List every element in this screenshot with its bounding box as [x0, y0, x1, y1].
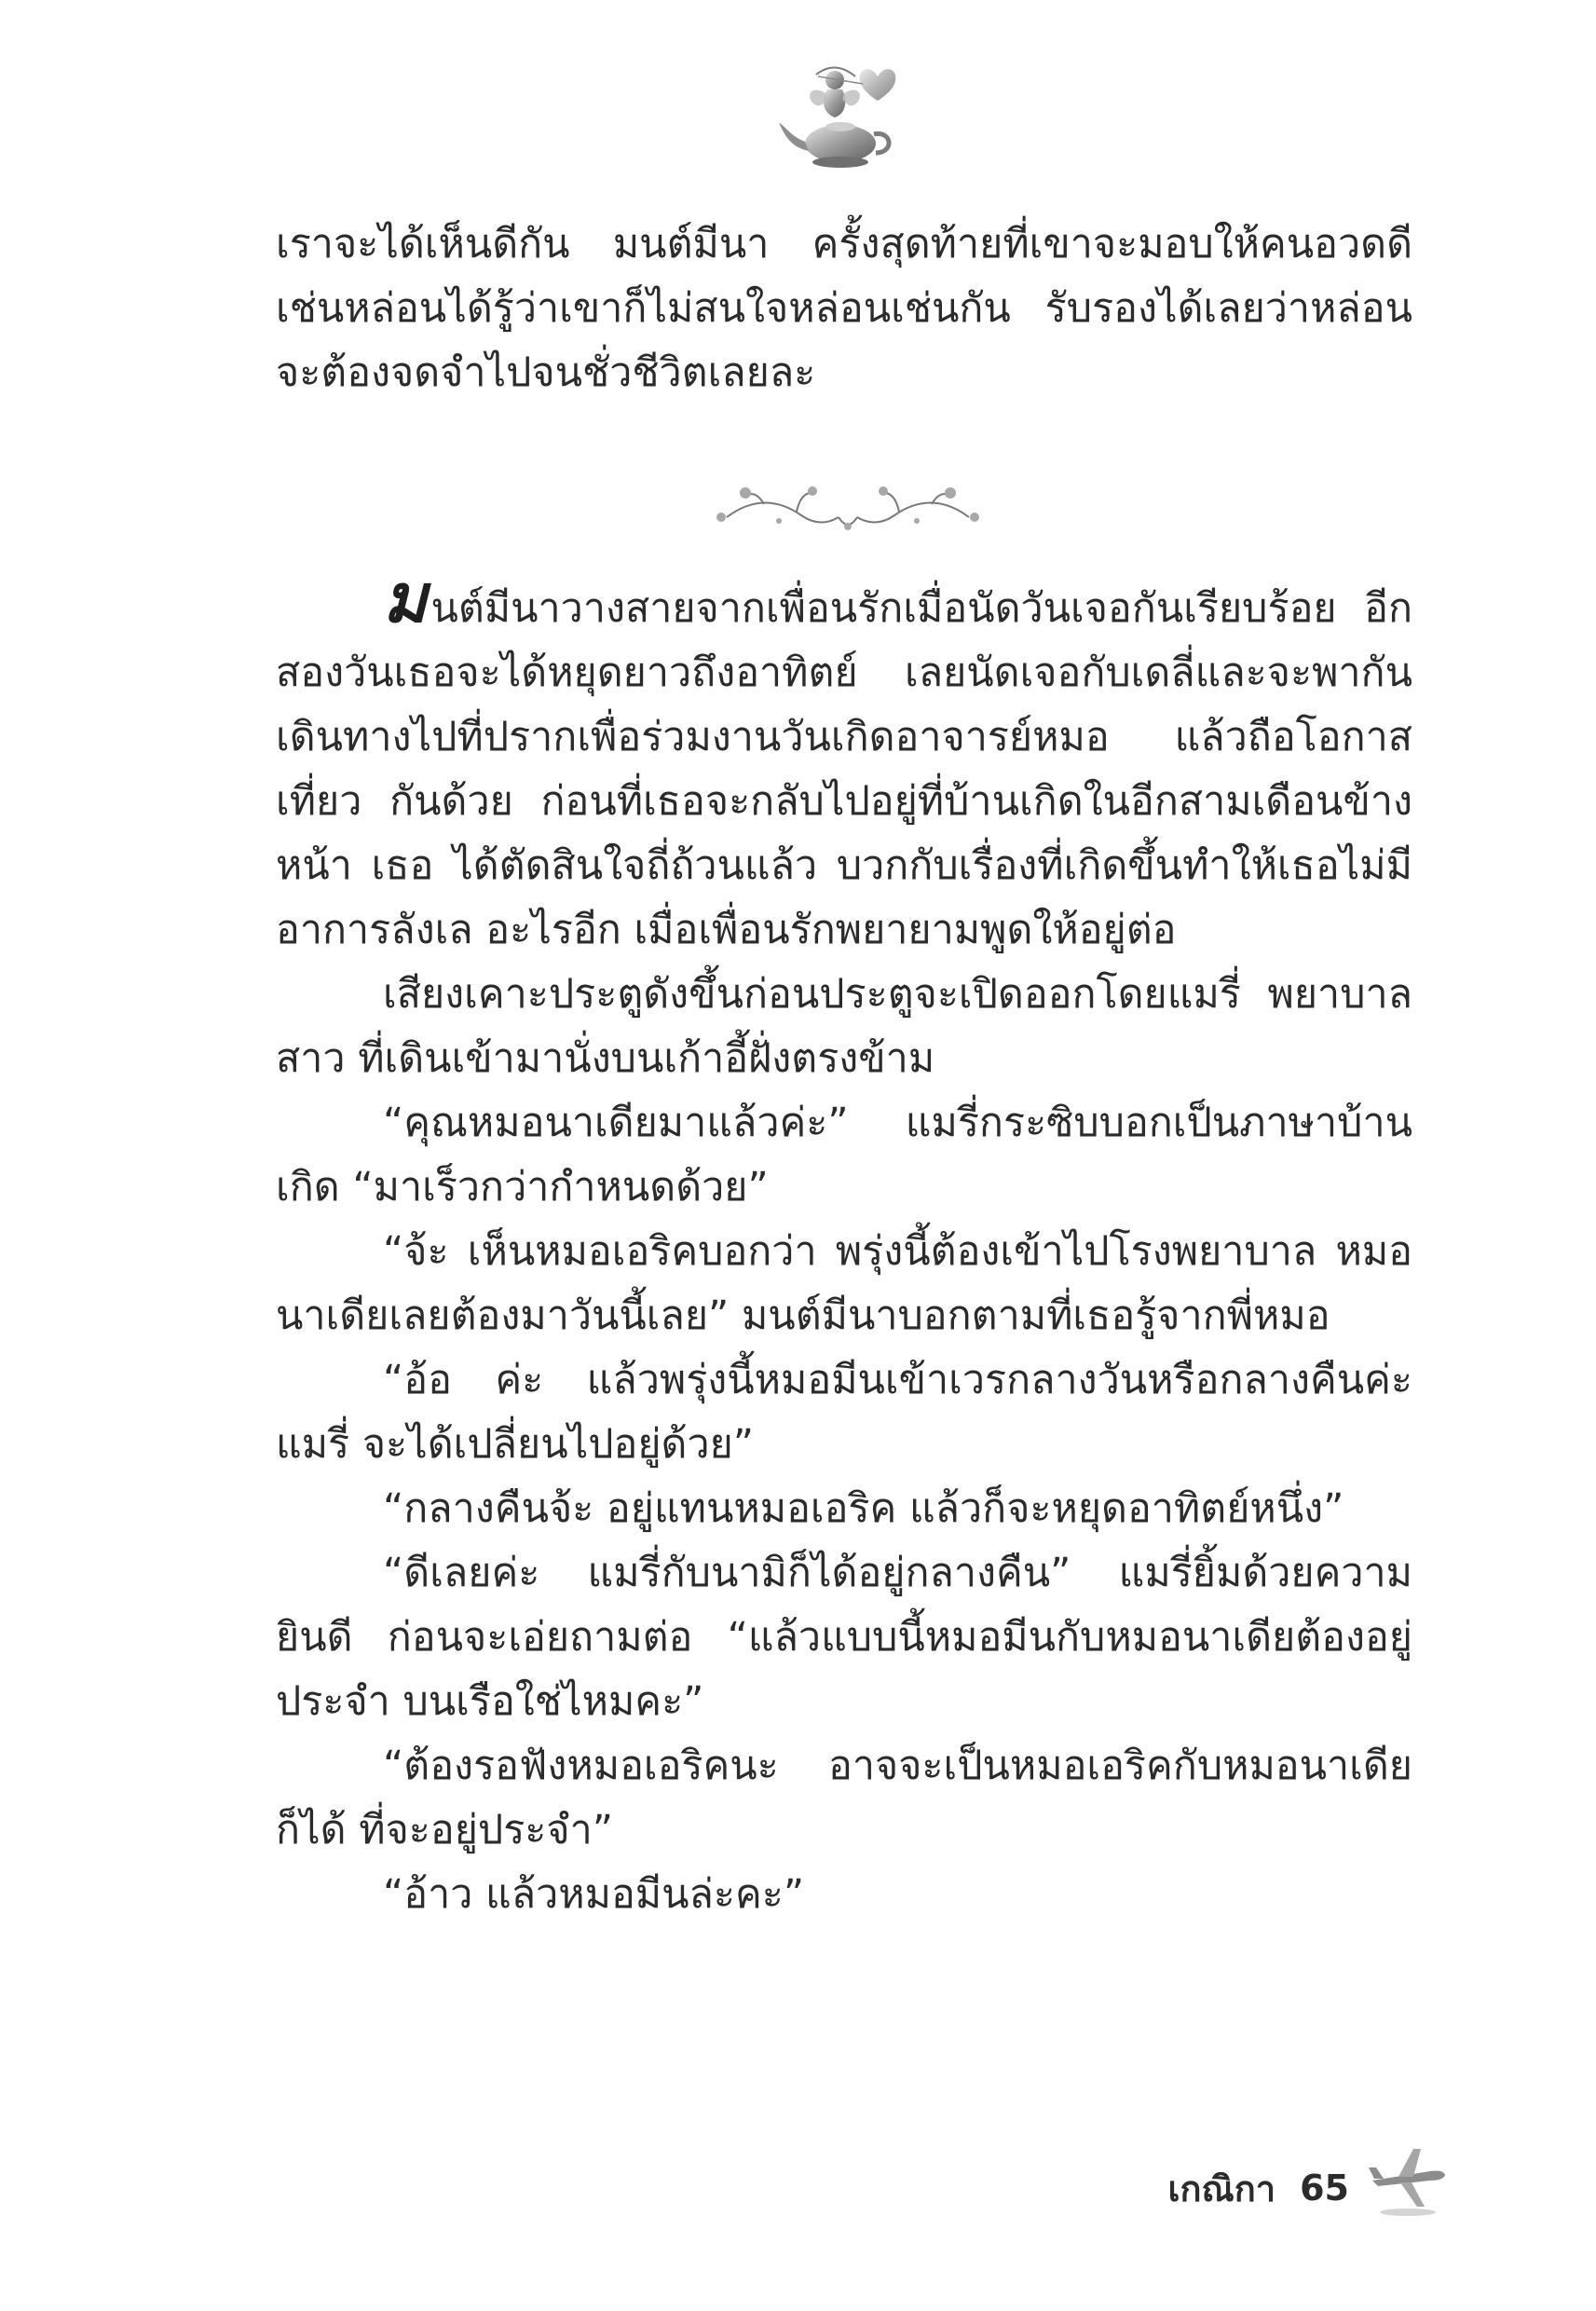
- opening-paragraph-text: นต์มีนาวางสายจากเพื่อนรักเมื่อนัดวันเจอกันเรียบร้อย อีกสองวันเธอจะได้หยุดยาวถึงอาทิตย์ เลยนัดเจอกับเดลี่และจะพากัน เดินทางไปที่ปรากเพื่อร่วมงานวันเกิดอาจารย์หมอ แล้วถือโอกาสเที่ยว กันด้วย ก่อนที่เธอจะกลับไปอยู่ที่บ้านเกิดในอีกสามเดือนข้างหน้า เธอ ได้ตัดสินใจถี่ถ้วนแล้ว บวกกับเรื่องที่เกิดขึ้นทำให้เธอไม่มีอาการลังเล อะไรอีก เมื่อเพื่อนรักพยายามพูดให้อยู่ต่อ: [276, 585, 1412, 953]
- cupid-teapot-icon: [773, 56, 913, 177]
- paragraph: “อ้อ ค่ะ แล้วพรุ่งนี้หมอมีนเข้าเวรกลางวันหรือกลางคืนค่ะ แมรี่ จะได้เปลี่ยนไปอยู่ด้วย”: [276, 1357, 1412, 1468]
- paragraph: “กลางคืนจ้ะ อยู่แทนหมอเอริค แล้วก็จะหยุดอาทิตย์หนึ่ง”: [383, 1485, 1344, 1532]
- drop-cap: ม: [383, 559, 428, 637]
- section-1-text: [276, 212, 1412, 405]
- paragraph: เสียงเคาะประตูดังขึ้นก่อนประตูจะเปิดออกโดยแมรี่ พยาบาลสาว ที่เดินเข้ามานั่งบนเก้าอี้ฝั่งตรงข้าม: [276, 971, 1412, 1082]
- paragraph: “ต้องรอฟังหมอเอริคนะ อาจจะเป็นหมอเอริคกับหมอนาเดียก็ได้ ที่จะอยู่ประจำ”: [276, 1743, 1412, 1853]
- airplane-icon: [1365, 2134, 1449, 2218]
- opening-paragraph: [276, 559, 1412, 963]
- page-footer: [1168, 2160, 1350, 2216]
- section-2-text: [276, 559, 1412, 1927]
- paragraph: เราจะได้เห็นดีกัน มนต์มีนา ครั้งสุดท้ายที่เขาจะมอบให้คนอวดดี เช่นหล่อนได้รู้ว่าเขาก็ไม่สนใจหล่อนเช่นกัน รับรองได้เลยว่าหล่อน จะต้องจดจำไปจนชั่วชีวิตเลยละ: [276, 221, 1412, 396]
- page-number: 65: [1300, 2167, 1349, 2208]
- paragraph: “อ้าว แล้วหมอมีนล่ะคะ”: [383, 1871, 805, 1918]
- paragraph: “ดีเลยค่ะ แมรี่กับนามิก็ได้อยู่กลางคืน” แมรี่ยิ้มด้วยความยินดี ก่อนจะเอ่ยถามต่อ “แล้วแบบนี้หมอมีนกับหมอนาเดียต้องอยู่ประจำ บนเรือใช่ไหมคะ”: [276, 1550, 1412, 1725]
- floral-vine-divider-icon: [708, 480, 988, 545]
- paragraph: “คุณหมอนาเดียมาแล้วค่ะ” แมรี่กระซิบบอกเป็นภาษาบ้านเกิด “มาเร็วกว่ากำหนดด้วย”: [276, 1100, 1412, 1210]
- book-title: เกณิกา: [1167, 2167, 1276, 2209]
- paragraph: “จ้ะ เห็นหมอเอริคบอกว่า พรุ่งนี้ต้องเข้าไปโรงพยาบาล หมอ นาเดียเลยต้องมาวันนี้เลย” มนต์มีนาบอกตามที่เธอรู้จากพี่หมอ: [276, 1228, 1412, 1339]
